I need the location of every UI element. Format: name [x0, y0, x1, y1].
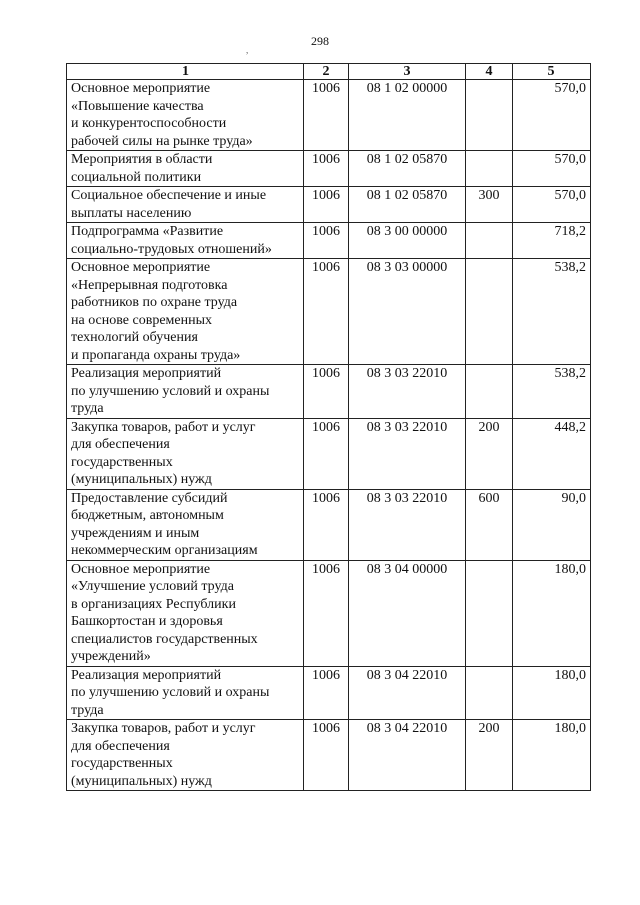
cell-target-article: 08 3 00 00000 [349, 223, 466, 259]
cell-section: 1006 [304, 365, 349, 419]
cell-expense-type [466, 560, 513, 666]
header-col-2: 2 [304, 64, 349, 80]
cell-name: Закупка товаров, работ и услуг для обеспечения государственных (муниципальных) нужд [67, 720, 304, 791]
cell-name: Реализация мероприятий по улучшению условий и охраны труда [67, 365, 304, 419]
cell-expense-type: 300 [466, 187, 513, 223]
cell-section: 1006 [304, 151, 349, 187]
cell-target-article: 08 3 03 22010 [349, 418, 466, 489]
header-col-1: 1 [67, 64, 304, 80]
cell-section: 1006 [304, 560, 349, 666]
cell-target-article: 08 3 03 22010 [349, 489, 466, 560]
cell-name: Подпрограмма «Развитие социально-трудовых отношений» [67, 223, 304, 259]
cell-section: 1006 [304, 80, 349, 151]
cell-name: Социальное обеспечение и иные выплаты населению [67, 187, 304, 223]
table-row [67, 151, 591, 187]
cell-section: 1006 [304, 418, 349, 489]
cell-name: Основное мероприятие «Повышение качества и конкурентоспособности рабочей силы на рынке труда» [67, 80, 304, 151]
table-row [67, 418, 591, 489]
cell-target-article: 08 3 04 22010 [349, 666, 466, 720]
cell-amount: 90,0 [513, 489, 591, 560]
cell-expense-type: 200 [466, 720, 513, 791]
cell-expense-type [466, 151, 513, 187]
cell-expense-type: 200 [466, 418, 513, 489]
table-row [67, 80, 591, 151]
cell-amount: 570,0 [513, 151, 591, 187]
budget-table [66, 63, 591, 791]
cell-amount: 718,2 [513, 223, 591, 259]
page-number: 298 [311, 34, 329, 48]
table-row [67, 560, 591, 666]
cell-target-article: 08 3 03 00000 [349, 259, 466, 365]
cell-section: 1006 [304, 720, 349, 791]
cell-name: Основное мероприятие «Непрерывная подготовка работников по охране труда на основе современных технологий обучения и пропаганда охраны труда» [67, 259, 304, 365]
cell-expense-type [466, 365, 513, 419]
table-row [67, 259, 591, 365]
header-col-5: 5 [513, 64, 591, 80]
cell-target-article: 08 1 02 05870 [349, 151, 466, 187]
cell-amount: 448,2 [513, 418, 591, 489]
cell-amount: 180,0 [513, 666, 591, 720]
header-col-4: 4 [466, 64, 513, 80]
table-header-row [67, 64, 591, 80]
cell-amount: 180,0 [513, 720, 591, 791]
cell-expense-type [466, 259, 513, 365]
cell-section: 1006 [304, 666, 349, 720]
cell-amount: 570,0 [513, 187, 591, 223]
cell-target-article: 08 3 04 00000 [349, 560, 466, 666]
cell-target-article: 08 1 02 05870 [349, 187, 466, 223]
table-row [67, 666, 591, 720]
header-col-3: 3 [349, 64, 466, 80]
cell-section: 1006 [304, 489, 349, 560]
cell-name: Предоставление субсидий бюджетным, автономным учреждениям и иным некоммерческим организациям [67, 489, 304, 560]
cell-name: Реализация мероприятий по улучшению условий и охраны труда [67, 666, 304, 720]
table-row [67, 720, 591, 791]
table-row [67, 187, 591, 223]
cell-amount: 180,0 [513, 560, 591, 666]
cell-section: 1006 [304, 223, 349, 259]
cell-section: 1006 [304, 187, 349, 223]
table-row [67, 223, 591, 259]
table-row [67, 365, 591, 419]
cell-target-article: 08 3 03 22010 [349, 365, 466, 419]
cell-target-article: 08 3 04 22010 [349, 720, 466, 791]
cell-name: Мероприятия в области социальной политики [67, 151, 304, 187]
cell-name: Основное мероприятие «Улучшение условий труда в организациях Республики Башкортостан и здоровья специалистов государственных учреждений» [67, 560, 304, 666]
cell-amount: 538,2 [513, 259, 591, 365]
cell-amount: 538,2 [513, 365, 591, 419]
cell-expense-type [466, 223, 513, 259]
cell-expense-type: 600 [466, 489, 513, 560]
cell-expense-type [466, 666, 513, 720]
scan-mark: , [246, 45, 249, 55]
cell-section: 1006 [304, 259, 349, 365]
cell-expense-type [466, 80, 513, 151]
cell-amount: 570,0 [513, 80, 591, 151]
table-row [67, 489, 591, 560]
table-body [67, 80, 591, 791]
cell-name: Закупка товаров, работ и услуг для обеспечения государственных (муниципальных) нужд [67, 418, 304, 489]
cell-target-article: 08 1 02 00000 [349, 80, 466, 151]
